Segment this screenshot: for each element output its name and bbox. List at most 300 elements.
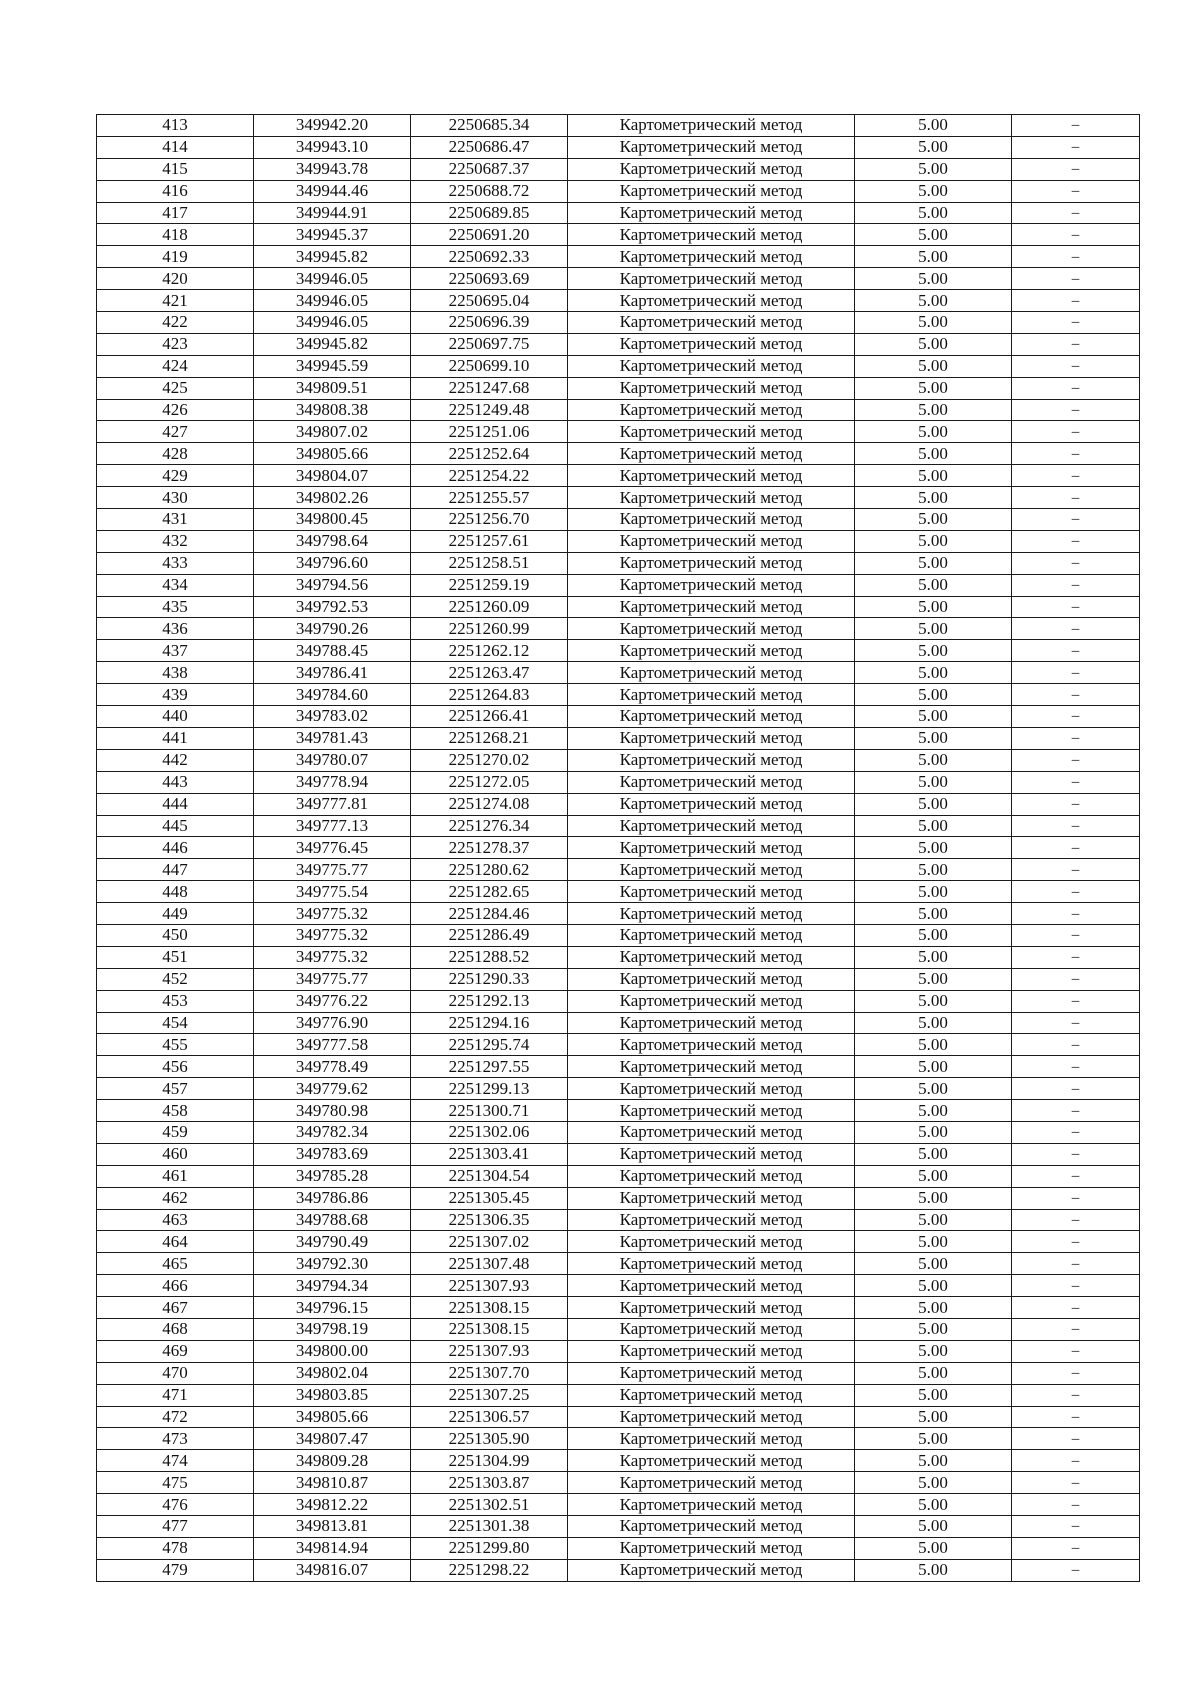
table-row <box>97 596 1140 618</box>
y-coordinate-cell: 2251304.54 <box>411 1165 568 1187</box>
note-cell: – <box>1012 1384 1140 1406</box>
x-coordinate-cell: 349802.26 <box>254 487 411 509</box>
table-row <box>97 1187 1140 1209</box>
y-coordinate-cell: 2251306.57 <box>411 1406 568 1428</box>
point-number-cell: 422 <box>97 312 254 334</box>
accuracy-cell: 5.00 <box>855 443 1012 465</box>
x-coordinate-cell: 349779.62 <box>254 1078 411 1100</box>
accuracy-cell: 5.00 <box>855 399 1012 421</box>
table-row <box>97 443 1140 465</box>
x-coordinate-cell: 349792.30 <box>254 1253 411 1275</box>
note-cell: – <box>1012 487 1140 509</box>
point-number-cell: 442 <box>97 749 254 771</box>
note-cell: – <box>1012 530 1140 552</box>
table-row <box>97 1012 1140 1034</box>
y-coordinate-cell: 2251301.38 <box>411 1516 568 1538</box>
x-coordinate-cell: 349781.43 <box>254 727 411 749</box>
method-cell: Картометрический метод <box>568 1472 855 1494</box>
x-coordinate-cell: 349775.77 <box>254 859 411 881</box>
note-cell: – <box>1012 1275 1140 1297</box>
table-row <box>97 574 1140 596</box>
note-cell: – <box>1012 268 1140 290</box>
accuracy-cell: 5.00 <box>855 968 1012 990</box>
method-cell: Картометрический метод <box>568 158 855 180</box>
table-row <box>97 1078 1140 1100</box>
method-cell: Картометрический метод <box>568 837 855 859</box>
point-number-cell: 461 <box>97 1165 254 1187</box>
table-row <box>97 1209 1140 1231</box>
method-cell: Картометрический метод <box>568 859 855 881</box>
y-coordinate-cell: 2251302.51 <box>411 1494 568 1516</box>
x-coordinate-cell: 349800.45 <box>254 509 411 531</box>
y-coordinate-cell: 2251262.12 <box>411 640 568 662</box>
y-coordinate-cell: 2251303.87 <box>411 1472 568 1494</box>
method-cell: Картометрический метод <box>568 1494 855 1516</box>
x-coordinate-cell: 349805.66 <box>254 1406 411 1428</box>
x-coordinate-cell: 349775.32 <box>254 903 411 925</box>
accuracy-cell: 5.00 <box>855 1078 1012 1100</box>
x-coordinate-cell: 349942.20 <box>254 115 411 137</box>
table-row <box>97 355 1140 377</box>
point-number-cell: 432 <box>97 530 254 552</box>
accuracy-cell: 5.00 <box>855 1384 1012 1406</box>
point-number-cell: 457 <box>97 1078 254 1100</box>
accuracy-cell: 5.00 <box>855 465 1012 487</box>
table-row <box>97 1450 1140 1472</box>
method-cell: Картометрический метод <box>568 1516 855 1538</box>
x-coordinate-cell: 349792.53 <box>254 596 411 618</box>
method-cell: Картометрический метод <box>568 355 855 377</box>
table-row <box>97 1056 1140 1078</box>
note-cell: – <box>1012 946 1140 968</box>
note-cell: – <box>1012 903 1140 925</box>
table-row <box>97 727 1140 749</box>
accuracy-cell: 5.00 <box>855 1100 1012 1122</box>
x-coordinate-cell: 349814.94 <box>254 1537 411 1559</box>
method-cell: Картометрический метод <box>568 268 855 290</box>
note-cell: – <box>1012 115 1140 137</box>
accuracy-cell: 5.00 <box>855 1450 1012 1472</box>
method-cell: Картометрический метод <box>568 180 855 202</box>
x-coordinate-cell: 349945.37 <box>254 224 411 246</box>
x-coordinate-cell: 349796.60 <box>254 552 411 574</box>
x-coordinate-cell: 349807.47 <box>254 1428 411 1450</box>
accuracy-cell: 5.00 <box>855 881 1012 903</box>
point-number-cell: 424 <box>97 355 254 377</box>
y-coordinate-cell: 2251306.35 <box>411 1209 568 1231</box>
note-cell: – <box>1012 1537 1140 1559</box>
point-number-cell: 429 <box>97 465 254 487</box>
point-number-cell: 459 <box>97 1121 254 1143</box>
note-cell: – <box>1012 1121 1140 1143</box>
y-coordinate-cell: 2251300.71 <box>411 1100 568 1122</box>
point-number-cell: 478 <box>97 1537 254 1559</box>
x-coordinate-cell: 349775.54 <box>254 881 411 903</box>
table-row <box>97 465 1140 487</box>
accuracy-cell: 5.00 <box>855 202 1012 224</box>
x-coordinate-cell: 349785.28 <box>254 1165 411 1187</box>
x-coordinate-cell: 349944.46 <box>254 180 411 202</box>
y-coordinate-cell: 2251260.99 <box>411 618 568 640</box>
method-cell: Картометрический метод <box>568 1165 855 1187</box>
y-coordinate-cell: 2251292.13 <box>411 990 568 1012</box>
x-coordinate-cell: 349776.90 <box>254 1012 411 1034</box>
note-cell: – <box>1012 1078 1140 1100</box>
x-coordinate-cell: 349790.49 <box>254 1231 411 1253</box>
point-number-cell: 416 <box>97 180 254 202</box>
method-cell: Картометрический метод <box>568 530 855 552</box>
point-number-cell: 460 <box>97 1143 254 1165</box>
method-cell: Картометрический метод <box>568 421 855 443</box>
accuracy-cell: 5.00 <box>855 946 1012 968</box>
accuracy-cell: 5.00 <box>855 1362 1012 1384</box>
accuracy-cell: 5.00 <box>855 1537 1012 1559</box>
table-row <box>97 1165 1140 1187</box>
y-coordinate-cell: 2251305.90 <box>411 1428 568 1450</box>
x-coordinate-cell: 349777.81 <box>254 793 411 815</box>
table-row <box>97 1494 1140 1516</box>
table-row <box>97 246 1140 268</box>
y-coordinate-cell: 2251264.83 <box>411 684 568 706</box>
x-coordinate-cell: 349800.00 <box>254 1340 411 1362</box>
note-cell: – <box>1012 1340 1140 1362</box>
y-coordinate-cell: 2250691.20 <box>411 224 568 246</box>
point-number-cell: 466 <box>97 1275 254 1297</box>
point-number-cell: 439 <box>97 684 254 706</box>
point-number-cell: 452 <box>97 968 254 990</box>
y-coordinate-cell: 2250686.47 <box>411 136 568 158</box>
note-cell: – <box>1012 706 1140 728</box>
point-number-cell: 417 <box>97 202 254 224</box>
table-row <box>97 771 1140 793</box>
method-cell: Картометрический метод <box>568 596 855 618</box>
table-row <box>97 640 1140 662</box>
accuracy-cell: 5.00 <box>855 1340 1012 1362</box>
note-cell: – <box>1012 684 1140 706</box>
table-row <box>97 1472 1140 1494</box>
note-cell: – <box>1012 136 1140 158</box>
table-row <box>97 749 1140 771</box>
method-cell: Картометрический метод <box>568 1384 855 1406</box>
method-cell: Картометрический метод <box>568 1253 855 1275</box>
point-number-cell: 469 <box>97 1340 254 1362</box>
y-coordinate-cell: 2250687.37 <box>411 158 568 180</box>
note-cell: – <box>1012 771 1140 793</box>
note-cell: – <box>1012 1034 1140 1056</box>
table-row <box>97 924 1140 946</box>
point-number-cell: 448 <box>97 881 254 903</box>
y-coordinate-cell: 2251247.68 <box>411 377 568 399</box>
accuracy-cell: 5.00 <box>855 290 1012 312</box>
note-cell: – <box>1012 1012 1140 1034</box>
method-cell: Картометрический метод <box>568 1078 855 1100</box>
method-cell: Картометрический метод <box>568 946 855 968</box>
accuracy-cell: 5.00 <box>855 552 1012 574</box>
table-row <box>97 377 1140 399</box>
method-cell: Картометрический метод <box>568 224 855 246</box>
note-cell: – <box>1012 1231 1140 1253</box>
method-cell: Картометрический метод <box>568 246 855 268</box>
note-cell: – <box>1012 552 1140 574</box>
method-cell: Картометрический метод <box>568 377 855 399</box>
table-row <box>97 859 1140 881</box>
y-coordinate-cell: 2251257.61 <box>411 530 568 552</box>
accuracy-cell: 5.00 <box>855 1406 1012 1428</box>
y-coordinate-cell: 2251307.48 <box>411 1253 568 1275</box>
y-coordinate-cell: 2251252.64 <box>411 443 568 465</box>
note-cell: – <box>1012 421 1140 443</box>
method-cell: Картометрический метод <box>568 924 855 946</box>
method-cell: Картометрический метод <box>568 509 855 531</box>
note-cell: – <box>1012 1318 1140 1340</box>
point-number-cell: 467 <box>97 1297 254 1319</box>
y-coordinate-cell: 2251286.49 <box>411 924 568 946</box>
y-coordinate-cell: 2251260.09 <box>411 596 568 618</box>
note-cell: – <box>1012 1209 1140 1231</box>
method-cell: Картометрический метод <box>568 990 855 1012</box>
method-cell: Картометрический метод <box>568 115 855 137</box>
accuracy-cell: 5.00 <box>855 1559 1012 1581</box>
note-cell: – <box>1012 618 1140 640</box>
table-row <box>97 793 1140 815</box>
x-coordinate-cell: 349943.10 <box>254 136 411 158</box>
point-number-cell: 477 <box>97 1516 254 1538</box>
x-coordinate-cell: 349783.02 <box>254 706 411 728</box>
note-cell: – <box>1012 1516 1140 1538</box>
point-number-cell: 431 <box>97 509 254 531</box>
y-coordinate-cell: 2250685.34 <box>411 115 568 137</box>
point-number-cell: 415 <box>97 158 254 180</box>
method-cell: Картометрический метод <box>568 1340 855 1362</box>
table-row <box>97 903 1140 925</box>
method-cell: Картометрический метод <box>568 793 855 815</box>
method-cell: Картометрический метод <box>568 465 855 487</box>
y-coordinate-cell: 2251303.41 <box>411 1143 568 1165</box>
table-row <box>97 1318 1140 1340</box>
accuracy-cell: 5.00 <box>855 837 1012 859</box>
x-coordinate-cell: 349943.78 <box>254 158 411 180</box>
y-coordinate-cell: 2251282.65 <box>411 881 568 903</box>
note-cell: – <box>1012 1428 1140 1450</box>
note-cell: – <box>1012 158 1140 180</box>
note-cell: – <box>1012 1472 1140 1494</box>
x-coordinate-cell: 349786.41 <box>254 662 411 684</box>
x-coordinate-cell: 349813.81 <box>254 1516 411 1538</box>
note-cell: – <box>1012 246 1140 268</box>
point-number-cell: 445 <box>97 815 254 837</box>
note-cell: – <box>1012 815 1140 837</box>
table-row <box>97 968 1140 990</box>
y-coordinate-cell: 2251290.33 <box>411 968 568 990</box>
point-number-cell: 444 <box>97 793 254 815</box>
point-number-cell: 438 <box>97 662 254 684</box>
x-coordinate-cell: 349803.85 <box>254 1384 411 1406</box>
point-number-cell: 451 <box>97 946 254 968</box>
point-number-cell: 423 <box>97 333 254 355</box>
point-number-cell: 440 <box>97 706 254 728</box>
accuracy-cell: 5.00 <box>855 1253 1012 1275</box>
accuracy-cell: 5.00 <box>855 1275 1012 1297</box>
x-coordinate-cell: 349944.91 <box>254 202 411 224</box>
note-cell: – <box>1012 662 1140 684</box>
y-coordinate-cell: 2251254.22 <box>411 465 568 487</box>
y-coordinate-cell: 2251297.55 <box>411 1056 568 1078</box>
note-cell: – <box>1012 377 1140 399</box>
table-row <box>97 421 1140 443</box>
method-cell: Картометрический метод <box>568 968 855 990</box>
y-coordinate-cell: 2251284.46 <box>411 903 568 925</box>
x-coordinate-cell: 349790.26 <box>254 618 411 640</box>
y-coordinate-cell: 2251280.62 <box>411 859 568 881</box>
y-coordinate-cell: 2250697.75 <box>411 333 568 355</box>
method-cell: Картометрический метод <box>568 312 855 334</box>
x-coordinate-cell: 349788.68 <box>254 1209 411 1231</box>
x-coordinate-cell: 349810.87 <box>254 1472 411 1494</box>
coordinate-table-body <box>97 115 1140 1582</box>
accuracy-cell: 5.00 <box>855 1012 1012 1034</box>
table-row <box>97 333 1140 355</box>
x-coordinate-cell: 349796.15 <box>254 1297 411 1319</box>
note-cell: – <box>1012 333 1140 355</box>
x-coordinate-cell: 349782.34 <box>254 1121 411 1143</box>
table-row <box>97 946 1140 968</box>
accuracy-cell: 5.00 <box>855 136 1012 158</box>
table-row <box>97 684 1140 706</box>
accuracy-cell: 5.00 <box>855 618 1012 640</box>
y-coordinate-cell: 2251251.06 <box>411 421 568 443</box>
x-coordinate-cell: 349776.45 <box>254 837 411 859</box>
method-cell: Картометрический метод <box>568 1187 855 1209</box>
point-number-cell: 433 <box>97 552 254 574</box>
point-number-cell: 437 <box>97 640 254 662</box>
note-cell: – <box>1012 1362 1140 1384</box>
table-row <box>97 1340 1140 1362</box>
x-coordinate-cell: 349808.38 <box>254 399 411 421</box>
note-cell: – <box>1012 881 1140 903</box>
y-coordinate-cell: 2251263.47 <box>411 662 568 684</box>
x-coordinate-cell: 349775.32 <box>254 924 411 946</box>
point-number-cell: 479 <box>97 1559 254 1581</box>
note-cell: – <box>1012 1165 1140 1187</box>
x-coordinate-cell: 349780.07 <box>254 749 411 771</box>
accuracy-cell: 5.00 <box>855 1428 1012 1450</box>
table-row <box>97 1297 1140 1319</box>
x-coordinate-cell: 349946.05 <box>254 290 411 312</box>
y-coordinate-cell: 2251307.25 <box>411 1384 568 1406</box>
point-number-cell: 446 <box>97 837 254 859</box>
table-row <box>97 399 1140 421</box>
x-coordinate-cell: 349809.28 <box>254 1450 411 1472</box>
y-coordinate-cell: 2251266.41 <box>411 706 568 728</box>
note-cell: – <box>1012 224 1140 246</box>
x-coordinate-cell: 349945.82 <box>254 333 411 355</box>
accuracy-cell: 5.00 <box>855 1121 1012 1143</box>
accuracy-cell: 5.00 <box>855 1056 1012 1078</box>
table-row <box>97 1143 1140 1165</box>
y-coordinate-cell: 2251249.48 <box>411 399 568 421</box>
method-cell: Картометрический метод <box>568 1034 855 1056</box>
method-cell: Картометрический метод <box>568 815 855 837</box>
accuracy-cell: 5.00 <box>855 815 1012 837</box>
table-row <box>97 1559 1140 1581</box>
method-cell: Картометрический метод <box>568 487 855 509</box>
method-cell: Картометрический метод <box>568 727 855 749</box>
note-cell: – <box>1012 924 1140 946</box>
method-cell: Картометрический метод <box>568 136 855 158</box>
note-cell: – <box>1012 202 1140 224</box>
table-row <box>97 202 1140 224</box>
y-coordinate-cell: 2250688.72 <box>411 180 568 202</box>
accuracy-cell: 5.00 <box>855 1143 1012 1165</box>
note-cell: – <box>1012 596 1140 618</box>
method-cell: Картометрический метод <box>568 684 855 706</box>
point-number-cell: 443 <box>97 771 254 793</box>
y-coordinate-cell: 2251278.37 <box>411 837 568 859</box>
table-row <box>97 268 1140 290</box>
y-coordinate-cell: 2251308.15 <box>411 1318 568 1340</box>
x-coordinate-cell: 349778.49 <box>254 1056 411 1078</box>
method-cell: Картометрический метод <box>568 771 855 793</box>
y-coordinate-cell: 2251308.15 <box>411 1297 568 1319</box>
y-coordinate-cell: 2250699.10 <box>411 355 568 377</box>
point-number-cell: 473 <box>97 1428 254 1450</box>
note-cell: – <box>1012 1559 1140 1581</box>
point-number-cell: 414 <box>97 136 254 158</box>
point-number-cell: 435 <box>97 596 254 618</box>
table-row <box>97 1384 1140 1406</box>
accuracy-cell: 5.00 <box>855 312 1012 334</box>
note-cell: – <box>1012 1187 1140 1209</box>
method-cell: Картометрический метод <box>568 640 855 662</box>
coordinate-table <box>96 114 1140 1582</box>
point-number-cell: 450 <box>97 924 254 946</box>
table-row <box>97 1428 1140 1450</box>
accuracy-cell: 5.00 <box>855 684 1012 706</box>
x-coordinate-cell: 349946.05 <box>254 268 411 290</box>
table-row <box>97 224 1140 246</box>
method-cell: Картометрический метод <box>568 1056 855 1078</box>
x-coordinate-cell: 349778.94 <box>254 771 411 793</box>
y-coordinate-cell: 2251307.70 <box>411 1362 568 1384</box>
point-number-cell: 413 <box>97 115 254 137</box>
accuracy-cell: 5.00 <box>855 1494 1012 1516</box>
point-number-cell: 471 <box>97 1384 254 1406</box>
method-cell: Картометрический метод <box>568 1231 855 1253</box>
table-row <box>97 1253 1140 1275</box>
method-cell: Картометрический метод <box>568 1537 855 1559</box>
table-row <box>97 530 1140 552</box>
y-coordinate-cell: 2250696.39 <box>411 312 568 334</box>
accuracy-cell: 5.00 <box>855 1318 1012 1340</box>
y-coordinate-cell: 2250693.69 <box>411 268 568 290</box>
note-cell: – <box>1012 859 1140 881</box>
method-cell: Картометрический метод <box>568 443 855 465</box>
x-coordinate-cell: 349794.56 <box>254 574 411 596</box>
method-cell: Картометрический метод <box>568 290 855 312</box>
point-number-cell: 425 <box>97 377 254 399</box>
note-cell: – <box>1012 355 1140 377</box>
accuracy-cell: 5.00 <box>855 640 1012 662</box>
accuracy-cell: 5.00 <box>855 509 1012 531</box>
note-cell: – <box>1012 399 1140 421</box>
method-cell: Картометрический метод <box>568 399 855 421</box>
y-coordinate-cell: 2250692.33 <box>411 246 568 268</box>
accuracy-cell: 5.00 <box>855 727 1012 749</box>
table-row <box>97 1406 1140 1428</box>
table-row <box>97 487 1140 509</box>
x-coordinate-cell: 349788.45 <box>254 640 411 662</box>
table-row <box>97 662 1140 684</box>
